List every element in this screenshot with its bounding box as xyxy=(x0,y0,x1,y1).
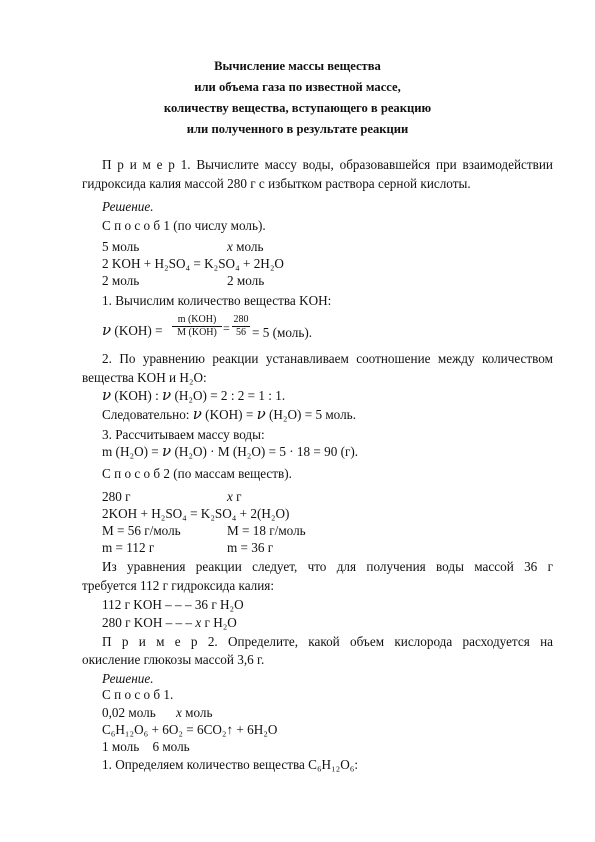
e2-equation: C₆H₁₂O₆ + 6O₂ = 6CO₂↑ + 6H₂O xyxy=(102,722,278,737)
step3-text: 3. Рассчитываем массу воды: xyxy=(102,427,265,442)
title-line-4: или полученного в результате реакции xyxy=(186,122,409,136)
prop2-b: г H₂O xyxy=(204,615,237,630)
m1-top-unit: моль xyxy=(236,239,264,254)
mass-b: (H₂O) · M (H₂O) = 5 · 18 = 90 (г). xyxy=(174,444,359,459)
example2-line-2: окисление глюкозы массой 3,6 г. xyxy=(82,652,265,667)
example1-solution-label: Решение. xyxy=(102,199,154,214)
nu-symbol: ν xyxy=(162,442,172,460)
m2-top-unit: г xyxy=(236,489,242,504)
conclusion-line-1: Из уравнения реакции следует, что для получения воды массой 36 г xyxy=(102,559,553,574)
nu-symbol: ν xyxy=(162,386,172,404)
conclusion-line-2: требуется 112 г гидроксида калия: xyxy=(82,578,275,593)
conseq-b: (KOH) = xyxy=(205,407,254,422)
conseq-line xyxy=(102,406,356,423)
m2-molar-left: M = 56 г/моль xyxy=(102,523,181,538)
example1-method2-heading: С п о с о б 2 (по массам веществ). xyxy=(102,466,292,481)
prop2-a: 280 г KOH – – – xyxy=(102,615,193,630)
conseq-c: (H₂O) = 5 моль. xyxy=(268,407,356,422)
m1-top-left: 5 моль xyxy=(102,239,140,254)
example1-method1-heading: С п о с о б 1 (по числу моль). xyxy=(102,218,266,233)
title-line-1: Вычисление массы вещества xyxy=(214,59,381,73)
ratio-b: (H₂O) = 2 : 2 = 1 : 1. xyxy=(174,388,286,403)
x-variable: x xyxy=(176,705,182,720)
example2-method1-heading: С п о с о б 1. xyxy=(102,687,174,702)
x-variable: x xyxy=(227,489,233,504)
m2-molar-right: M = 18 г/моль xyxy=(227,523,306,538)
x-variable: x xyxy=(195,615,202,630)
nu-lhs-text: (KOH) = xyxy=(114,323,163,338)
ratio-line xyxy=(102,387,285,404)
proportion-line-2 xyxy=(102,614,237,631)
proportion-line-1: 112 г KOH – – – 36 г H₂O xyxy=(102,597,244,612)
nu-symbol: ν xyxy=(256,405,266,423)
title-line-2: или объема газа по известной массе, xyxy=(194,80,401,94)
nu-symbol: ν xyxy=(192,405,202,423)
m1-bot-left: 2 моль xyxy=(102,273,140,288)
m2-top-right xyxy=(227,488,242,505)
nu-symbol: ν xyxy=(102,321,112,339)
e2-top-unit: моль xyxy=(185,705,213,720)
step2-line-1: 2. По уравнению реакции устанавливаем соотношение между количеством xyxy=(102,351,553,366)
m1-top-right xyxy=(227,238,264,255)
frac-equals: = xyxy=(223,321,230,335)
example2-solution-label: Решение. xyxy=(102,671,154,686)
nu-symbol: ν xyxy=(102,386,112,404)
conseq-a: Следовательно: xyxy=(102,407,190,422)
mass-a: m (H₂O) = xyxy=(102,444,159,459)
frac2-denominator: 56 xyxy=(236,327,246,338)
e2-step1: 1. Определяем количество вещества C₆H₁₂O₆: xyxy=(102,757,359,772)
nu-result: = 5 (моль). xyxy=(252,325,313,340)
frac2-numerator: 280 xyxy=(233,314,249,325)
example2-line-1: П р и м е р 2. Определите, какой объем кислорода расходуется на xyxy=(102,634,553,649)
nu-formula-lhs xyxy=(102,322,163,339)
m2-mass-right: m = 36 г xyxy=(227,540,274,555)
e2-top-left: 0,02 моль xyxy=(102,705,156,720)
frac1-denominator: M (KOH) xyxy=(177,327,217,338)
ratio-a: (KOH) : xyxy=(114,388,159,403)
e2-top-right xyxy=(176,704,213,721)
m2-top-left: 280 г xyxy=(102,489,131,504)
example1-line-1: П р и м е р 1. Вычислите массу воды, образовавшейся при взаимодействии xyxy=(102,157,553,172)
frac1-numerator: m (KOH) xyxy=(177,314,217,325)
mass-line xyxy=(102,443,358,460)
step1-text: 1. Вычислим количество вещества KOH: xyxy=(102,293,332,308)
step2-line-2: вещества KOH и H₂O: xyxy=(82,370,207,385)
e2-bottom: 1 моль 6 моль xyxy=(102,739,190,754)
m1-bot-right: 2 моль xyxy=(227,273,265,288)
title-line-3: количеству вещества, вступающего в реакцию xyxy=(163,101,432,115)
m2-mass-left: m = 112 г xyxy=(102,540,155,555)
m1-equation: 2 KOH + H₂SO₄ = K₂SO₄ + 2H₂O xyxy=(102,256,284,271)
example1-line-2: гидроксида калия массой 280 г с избытком раствора серной кислоты. xyxy=(82,176,471,191)
m2-equation: 2KOH + H₂SO₄ = K₂SO₄ + 2(H₂O) xyxy=(102,506,290,521)
x-variable: x xyxy=(227,239,233,254)
